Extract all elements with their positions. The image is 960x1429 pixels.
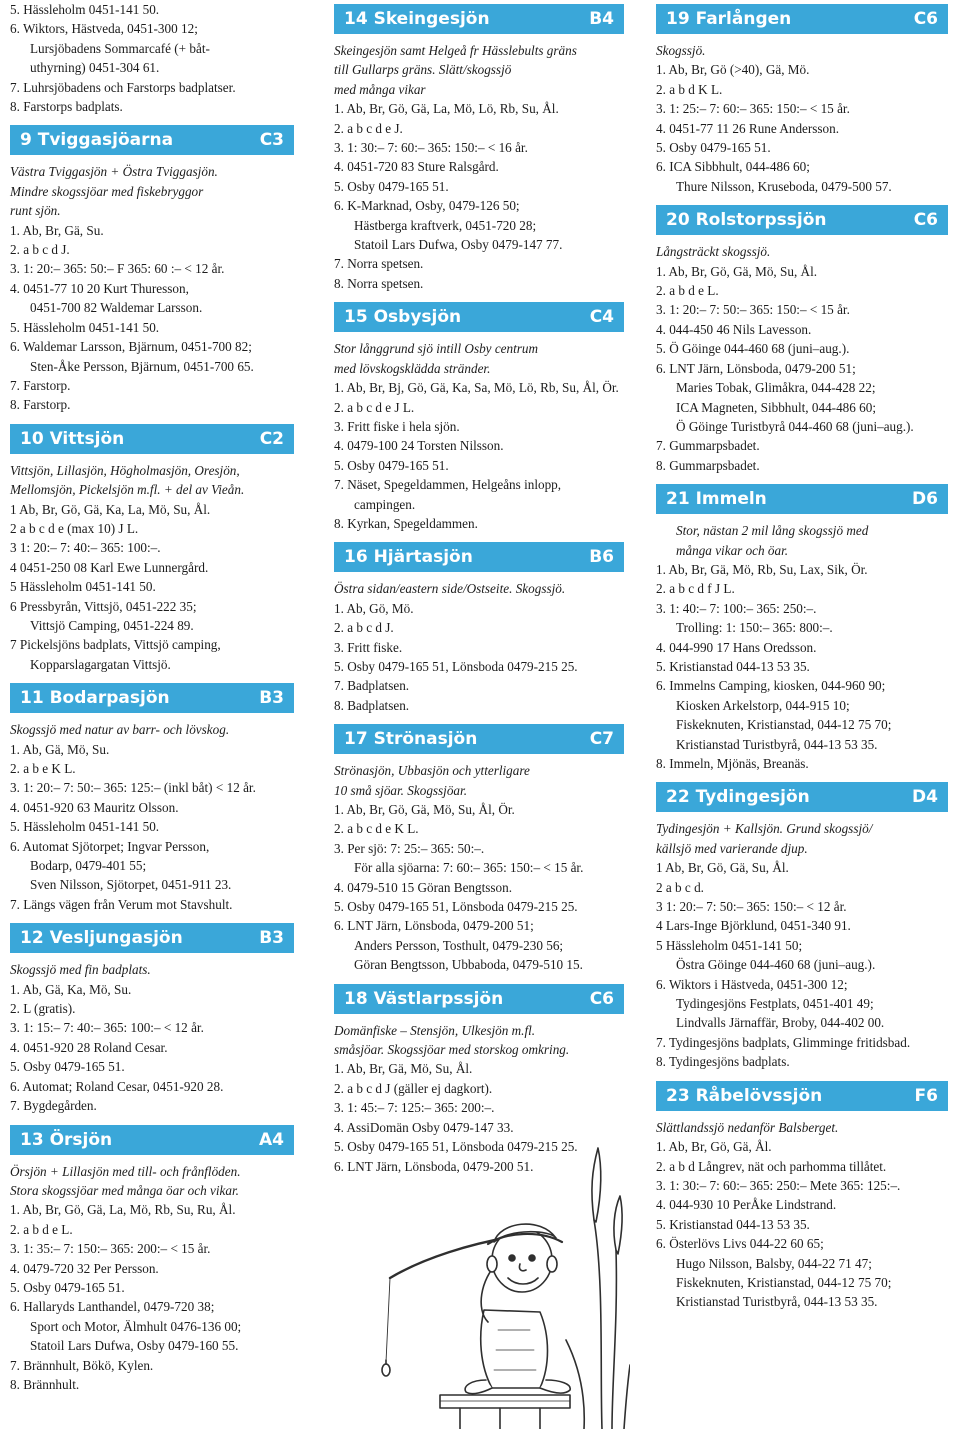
section-title: 22 Tydingesjön bbox=[666, 787, 810, 808]
info-line: Thure Nilsson, Kruseboda, 0479-500 57. bbox=[676, 178, 892, 194]
info-line: 2. a b d e L. bbox=[656, 283, 719, 299]
section-title: 21 Immeln bbox=[666, 489, 767, 510]
info-line: 2. a b c d J. bbox=[10, 242, 70, 258]
info-line: 4. 0451-920 28 Roland Cesar. bbox=[10, 1039, 168, 1055]
info-line: 7. Bygdegården. bbox=[10, 1098, 97, 1114]
lake-description: Skeingesjön samt Helgeå fr Hässlebults gräns bbox=[334, 43, 577, 58]
info-line: 2. L (gratis). bbox=[10, 1001, 76, 1017]
info-line: 5. Hässleholm 0451-141 50. bbox=[10, 319, 160, 335]
lake-description: Skogssjö med fin badplats. bbox=[10, 962, 151, 978]
section-title: 13 Örsjön bbox=[20, 1129, 113, 1150]
info-line: 5. Kristianstad 044-13 53 35. bbox=[656, 1216, 810, 1232]
info-line: 4. 044-450 46 Nils Lavesson. bbox=[656, 321, 812, 337]
section-header-13-orsjon bbox=[10, 1125, 294, 1155]
info-line: 6. ICA Sibbhult, 044-486 60; bbox=[656, 159, 810, 175]
map-grid-reference: C6 bbox=[913, 210, 938, 231]
info-line: 2. a b c d e K L. bbox=[334, 821, 419, 837]
info-line: Tydingesjöns Festplats, 0451-401 49; bbox=[676, 996, 874, 1012]
info-line: 1. Ab, Br, Gö, Gä, Ål. bbox=[656, 1139, 772, 1155]
info-line: 3. 1: 30:– 7: 60:– 365: 150:– < 16 år. bbox=[334, 140, 528, 156]
info-line: 5. Osby 0479-165 51. bbox=[656, 140, 771, 156]
info-line: 1. Ab, Br, Gä, Su. bbox=[10, 222, 104, 238]
section-title: 12 Vesljungasjön bbox=[20, 928, 183, 949]
info-line: 7. Badplatsen. bbox=[334, 678, 410, 694]
info-line: Statoil Lars Dufwa, Osby 0479-160 55. bbox=[30, 1338, 239, 1354]
info-line: 4 0451-250 08 Karl Ewe Lunnergård. bbox=[10, 559, 209, 575]
info-line: Fiskeknuten, Kristianstad, 044-12 75 70; bbox=[676, 717, 892, 733]
info-line: 4. 0451-920 63 Mauritz Olsson. bbox=[10, 799, 179, 815]
lake-description: småsjöar. Skogssjöar med storskog omkring. bbox=[334, 1042, 570, 1058]
info-line: 8. Kyrkan, Spegeldammen. bbox=[334, 515, 478, 531]
section-title: 18 Västlarpssjön bbox=[344, 988, 504, 1009]
map-grid-reference: A4 bbox=[259, 1129, 284, 1150]
info-line: 5. Osby 0479-165 51. bbox=[334, 457, 449, 473]
info-line: 3. 1: 25:– 7: 60:– 365: 150:– < 15 år. bbox=[656, 101, 850, 117]
column-3 bbox=[656, 0, 948, 1312]
map-grid-reference: C6 bbox=[913, 9, 938, 29]
map-grid-reference: B3 bbox=[259, 688, 284, 709]
info-line: Sven Nilsson, Sjötorpet, 0451-911 23. bbox=[30, 877, 232, 893]
column-1 bbox=[10, 0, 294, 1394]
info-line: 5. Osby 0479-165 51, Lönsboda 0479-215 25. bbox=[334, 899, 578, 915]
lake-description: Stor långgrund sjö intill Osby centrum bbox=[334, 341, 539, 357]
info-line: 3. 1: 40:– 7: 100:– 365: 250:–. bbox=[656, 600, 817, 616]
info-line: 4. 044-930 10 PerÅke Lindstrand. bbox=[656, 1197, 837, 1213]
info-line: 7. Brännhult, Bökö, Kylen. bbox=[10, 1357, 154, 1373]
section-header-18-vastlarpssjon bbox=[334, 984, 624, 1014]
info-line: 3 1: 20:– 7: 50:– 365: 150:– < 12 år. bbox=[656, 899, 847, 915]
info-line: 1. Ab, Br, Gö, Gä, La, Mö, Lö, Rb, Su, Ål. bbox=[334, 101, 559, 117]
info-line: 6. LNT Järn, Lönsboda, 0479-200 51. bbox=[334, 1158, 534, 1174]
info-line: 1 Ab, Br, Gö, Gä, Ka, La, Mö, Su, Ål. bbox=[10, 501, 211, 517]
info-line: 5. Osby 0479-165 51. bbox=[334, 178, 449, 194]
info-line: 5. Osby 0479-165 51. bbox=[10, 1279, 125, 1295]
lake-description: Slättlandssjö nedanför Balsberget. bbox=[656, 1119, 839, 1135]
lake-description: Örsjön + Lillasjön med till- och frånflöden. bbox=[10, 1163, 241, 1179]
info-line: 2. a b c d e J. bbox=[334, 120, 403, 136]
info-line: 2. a b c d J. bbox=[334, 620, 394, 636]
map-grid-reference: C2 bbox=[259, 428, 284, 449]
info-line: 6. Hallaryds Lanthandel, 0479-720 38; bbox=[10, 1299, 215, 1315]
info-line: 4. 0479-100 24 Torsten Nilsson. bbox=[334, 438, 504, 454]
info-line: 3. Fritt fiske i hela sjön. bbox=[334, 418, 460, 434]
info-line: 3. 1: 35:– 7: 150:– 365: 200:– < 15 år. bbox=[10, 1241, 211, 1257]
info-line: 7. Norra spetsen. bbox=[334, 256, 424, 272]
info-line: 8. Farstorps badplats. bbox=[10, 99, 123, 115]
info-line: 3. Per sjö: 7: 25:– 365: 50:–. bbox=[334, 840, 485, 856]
info-line: Bodarp, 0479-401 55; bbox=[30, 858, 147, 874]
info-line: 6. Automat; Roland Cesar, 0451-920 28. bbox=[10, 1078, 224, 1094]
section-header-10-vittsjon bbox=[10, 424, 294, 454]
lake-description: Skogssjö. bbox=[656, 43, 706, 58]
info-line: Maries Tobak, Glimåkra, 044-428 22; bbox=[676, 380, 876, 396]
info-line: 5 Hässleholm 0451-141 50; bbox=[656, 937, 803, 953]
info-line: 8. Badplatsen. bbox=[334, 697, 410, 713]
info-line: Göran Bengtsson, Ubbaboda, 0479-510 15. bbox=[354, 957, 583, 973]
info-line: Östra Göinge 044-460 68 (juni–aug.). bbox=[676, 957, 876, 973]
info-line: 4. 0451-720 83 Sture Ralsgård. bbox=[334, 159, 499, 175]
section-header-9-tviggasjoarna bbox=[10, 125, 294, 155]
lake-description: till Gullarps gräns. Slätt/skogssjö bbox=[334, 62, 512, 78]
section-title: 14 Skeingesjön bbox=[344, 9, 490, 29]
map-grid-reference: D4 bbox=[912, 787, 938, 808]
lake-description: Östra sidan/eastern side/Ostseite. Skogssjö. bbox=[334, 581, 566, 597]
section-header-22-tydingesjon bbox=[656, 782, 948, 812]
info-line: Ö Göinge Turistbyrå 044-460 68 (juni–aug.). bbox=[676, 418, 914, 434]
info-line: 3. 1: 30:– 7: 60:– 365: 250:– Mete 365: 125:–. bbox=[656, 1177, 901, 1193]
info-line: 6. K-Marknad, Osby, 0479-126 50; bbox=[334, 198, 520, 214]
info-line: 7 Pickelsjöns badplats, Vittsjö camping, bbox=[10, 637, 221, 653]
info-line: 8. Gummarpsbadet. bbox=[656, 457, 760, 473]
section-title: 10 Vittsjön bbox=[20, 428, 125, 449]
map-grid-reference: C6 bbox=[589, 988, 614, 1009]
info-line: 4. 0451-77 10 20 Kurt Thuresson, bbox=[10, 280, 189, 296]
info-line: 8. Tydingesjöns badplats. bbox=[656, 1054, 790, 1070]
info-line: 7. Farstorp. bbox=[10, 377, 71, 393]
info-line: Statoil Lars Dufwa, Osby 0479-147 77. bbox=[354, 237, 563, 253]
info-line: 7. Näset, Spegeldammen, Helgeåns inlopp, bbox=[334, 477, 562, 493]
info-line: 6 Pressbyrån, Vittsjö, 0451-222 35; bbox=[10, 598, 197, 614]
info-line: 1. Ab, Br, Gö, Gä, Mö, Su, Ål, Ör. bbox=[334, 802, 515, 817]
info-line: 3. 1: 20:– 365: 50:– F 365: 60 :– < 12 år. bbox=[10, 261, 225, 277]
lake-description: med lövskogsklädda stränder. bbox=[334, 360, 491, 376]
info-line: 1. Ab, Gä, Mö, Su. bbox=[10, 741, 110, 757]
lake-description: 10 små sjöar. Skogssjöar. bbox=[334, 782, 467, 798]
info-line: 2 a b c d e (max 10) J L. bbox=[10, 520, 139, 536]
map-grid-reference: D6 bbox=[912, 489, 938, 510]
info-line: 7. Gummarpsbadet. bbox=[656, 438, 760, 454]
lake-description: Domänfiske – Stensjön, Ulkesjön m.fl. bbox=[334, 1022, 536, 1038]
info-line: 6. Immelns Camping, kiosken, 044-960 90; bbox=[656, 678, 886, 694]
info-line: 7. Längs vägen från Verum mot Stavshult. bbox=[10, 896, 233, 912]
map-grid-reference: C7 bbox=[589, 729, 614, 750]
info-line: Fiskeknuten, Kristianstad, 044-12 75 70; bbox=[676, 1274, 892, 1290]
info-line: 1. Ab, Br, Gö, Gä, Mö, Su, Ål. bbox=[656, 263, 818, 279]
info-line: 6. Wiktors, Hästveda, 0451-300 12; bbox=[10, 21, 198, 37]
info-line: Hästberga kraftverk, 0451-720 28; bbox=[354, 217, 537, 233]
lake-description: Skogssjö med natur av barr- och lövskog. bbox=[10, 722, 230, 738]
info-line: 2. a b c d e J L. bbox=[334, 399, 415, 415]
info-line: 4 Lars-Inge Björklund, 0451-340 91. bbox=[656, 918, 851, 934]
section-title: 23 Råbelövssjön bbox=[666, 1085, 823, 1106]
column-2 bbox=[334, 0, 624, 1176]
info-line: 3. 1: 20:– 7: 50:– 365: 150:– < 15 år. bbox=[656, 302, 850, 318]
info-line: 5. Osby 0479-165 51. bbox=[10, 1059, 125, 1075]
lake-description: Mindre skogssjöar med fiskebryggor bbox=[10, 183, 204, 199]
info-line: 1. Ab, Gö, Mö. bbox=[334, 600, 414, 616]
info-line: uthyrning) 0451-304 61. bbox=[30, 60, 160, 76]
lake-description: Vittsjön, Lillasjön, Högholmasjön, Oresjön, bbox=[10, 462, 240, 478]
info-line: 2. a b d K L. bbox=[656, 81, 723, 97]
info-line: 6. Wiktors i Hästveda, 0451-300 12; bbox=[656, 976, 848, 992]
info-line: 5 Hässleholm 0451-141 50. bbox=[10, 579, 156, 595]
info-line: 7. Tydingesjöns badplats, Glimminge fritidsbad. bbox=[656, 1034, 911, 1050]
section-header-20-rolstorpssjon bbox=[656, 205, 948, 235]
lake-description: runt sjön. bbox=[10, 203, 61, 219]
info-line: 4. AssiDomän Osby 0479-147 33. bbox=[334, 1119, 514, 1135]
lake-description: Stora skogssjöar med många öar och vikar. bbox=[10, 1182, 239, 1198]
info-line: 8. Norra spetsen. bbox=[334, 275, 424, 291]
info-line: Kristianstad Turistbyrå, 044-13 53 35. bbox=[676, 1294, 878, 1310]
info-line: 3. 1: 15:– 7: 40:– 365: 100:– < 12 år. bbox=[10, 1020, 204, 1036]
info-line: Sport och Motor, Älmhult 0476-136 00; bbox=[30, 1318, 242, 1334]
info-line: 3 1: 20:– 7: 40:– 365: 100:–. bbox=[10, 540, 161, 556]
info-line: 6. LNT Järn, Lönsboda, 0479-200 51; bbox=[334, 918, 534, 934]
info-line: 1. Ab, Br, Bj, Gö, Gä, Ka, Sa, Mö, Lö, Rb, Su, Ål, Ör. bbox=[334, 380, 619, 396]
info-line: 3. 1: 20:– 7: 50:– 365: 125:– (inkl båt) < 12 år. bbox=[10, 780, 256, 796]
info-line: 3. 1: 45:– 7: 125:– 365: 200:–. bbox=[334, 1100, 495, 1116]
lake-description: Långsträckt skogssjö. bbox=[656, 244, 771, 260]
info-line: 4. 044-990 17 Hans Oredsson. bbox=[656, 639, 817, 655]
info-line: 5. Osby 0479-165 51, Lönsboda 0479-215 25. bbox=[334, 1139, 578, 1155]
info-line: Hugo Nilsson, Balsby, 044-22 71 47; bbox=[676, 1255, 872, 1271]
info-line: Trolling: 1: 150:– 365: 800:–. bbox=[676, 620, 833, 636]
lake-description: Mellomsjön, Pickelsjön m.fl. + del av Vieån. bbox=[10, 482, 245, 498]
lake-description: Strönasjön, Ubbasjön och ytterligare bbox=[334, 763, 530, 779]
section-header-23-rabelovssjon bbox=[656, 1081, 948, 1111]
info-line: Kopparslagargatan Vittsjö. bbox=[30, 656, 171, 672]
info-line: 2. a b d e L. bbox=[10, 1221, 73, 1237]
info-line: 7. Luhrsjöbadens och Farstorps badplatser. bbox=[10, 79, 236, 95]
map-grid-reference: B3 bbox=[259, 928, 284, 949]
info-line: Anders Persson, Tosthult, 0479-230 56; bbox=[354, 937, 564, 953]
info-line: 8. Farstorp. bbox=[10, 397, 71, 413]
info-line: 2. a b d Långrev, nät och parhomma tillåtet. bbox=[656, 1158, 887, 1174]
info-line: 0451-700 82 Waldemar Larsson. bbox=[30, 300, 203, 316]
info-line: Sten-Åke Persson, Bjärnum, 0451-700 65. bbox=[30, 358, 254, 374]
section-header-16-hjartasjon bbox=[334, 542, 624, 572]
info-line: 4. 0479-720 32 Per Persson. bbox=[10, 1260, 159, 1276]
info-line: 5. Kristianstad 044-13 53 35. bbox=[656, 658, 810, 674]
info-line: 1. Ab, Br, Gö, Gä, La, Mö, Rb, Su, Ru, Ål. bbox=[10, 1202, 236, 1218]
info-line: 1. Ab, Br, Gä, Mö, Rb, Su, Lax, Sik, Ör. bbox=[656, 561, 868, 577]
info-line: 2. a b c d f J L. bbox=[656, 581, 735, 597]
info-line: 5. Ö Göinge 044-460 68 (juni–aug.). bbox=[656, 341, 850, 357]
section-header-14-skeingesjon bbox=[334, 4, 624, 34]
lake-description: Stor, nästan 2 mil lång skogssjö med bbox=[676, 523, 869, 539]
info-line: 4. 0479-510 15 Göran Bengtsson. bbox=[334, 879, 513, 895]
info-line: 4. 0451-77 11 26 Rune Andersson. bbox=[656, 120, 840, 136]
map-grid-reference: B4 bbox=[589, 9, 614, 29]
info-line: 8. Immeln, Mjönäs, Breanäs. bbox=[656, 756, 809, 771]
section-title: 16 Hjärtasjön bbox=[344, 547, 473, 568]
lake-description: många vikar och öar. bbox=[676, 542, 789, 558]
map-grid-reference: F6 bbox=[914, 1085, 938, 1106]
section-header-11-bodarpasjon bbox=[10, 683, 294, 713]
map-grid-reference: C4 bbox=[589, 307, 614, 328]
info-line: campingen. bbox=[354, 496, 416, 512]
info-line: 5. Hässleholm 0451-141 50. bbox=[10, 2, 160, 17]
fishing-boy-illustration bbox=[380, 1130, 630, 1429]
info-line: Lindvalls Järnaffär, Broby, 044-402 00. bbox=[676, 1015, 885, 1031]
section-header-21-immeln bbox=[656, 484, 948, 514]
info-line: 1. Ab, Br, Gä, Mö, Su, Ål. bbox=[334, 1061, 473, 1077]
info-line: 1. Ab, Br, Gö (>40), Gä, Mö. bbox=[656, 62, 810, 78]
info-line: 6. Automat Sjötorpet; Ingvar Persson, bbox=[10, 838, 210, 854]
section-header-19-farlangen bbox=[656, 4, 948, 34]
section-header-12-vesljungasjon bbox=[10, 923, 294, 953]
info-line: För alla sjöarna: 7: 60:– 365: 150:– < 15 år. bbox=[354, 860, 584, 876]
info-line: 2. a b e K L. bbox=[10, 761, 76, 776]
info-line: 6. LNT Järn, Lönsboda, 0479-200 51; bbox=[656, 360, 856, 376]
map-grid-reference: B6 bbox=[589, 547, 614, 568]
section-title: 19 Farlången bbox=[666, 9, 792, 29]
info-line: 2 a b c d. bbox=[656, 879, 704, 895]
info-line: ICA Magneten, Sibbhult, 044-486 60; bbox=[676, 399, 877, 415]
section-title: 11 Bodarpasjön bbox=[20, 688, 170, 709]
info-line: 3. Fritt fiske. bbox=[334, 639, 403, 655]
section-header-17-stronasjon bbox=[334, 724, 624, 754]
section-title: 17 Strönasjön bbox=[344, 729, 478, 750]
info-line: 5. Hässleholm 0451-141 50. bbox=[10, 819, 160, 835]
info-line: Lursjöbadens Sommarcafé (+ båt- bbox=[30, 40, 210, 56]
section-title: 9 Tviggasjöarna bbox=[20, 130, 174, 151]
info-line: 6. Waldemar Larsson, Bjärnum, 0451-700 82; bbox=[10, 339, 252, 355]
section-title: 20 Rolstorpssjön bbox=[666, 210, 827, 231]
info-line: Kristianstad Turistbyrå, 044-13 53 35. bbox=[676, 736, 878, 752]
lake-description: Tydingesjön + Kallsjön. Grund skogssjö/ bbox=[656, 821, 873, 837]
lake-description: källsjö med varierande djup. bbox=[656, 840, 808, 856]
lake-description: med många vikar bbox=[334, 81, 426, 97]
info-line: 5. Osby 0479-165 51, Lönsboda 0479-215 25. bbox=[334, 658, 578, 674]
section-title: 15 Osbysjön bbox=[344, 307, 462, 328]
info-line: 2. a b c d J (gäller ej dagkort). bbox=[334, 1080, 493, 1096]
info-line: 8. Brännhult. bbox=[10, 1376, 80, 1392]
info-line: 1. Ab, Gä, Ka, Mö, Su. bbox=[10, 981, 132, 997]
section-header-15-osbysjon bbox=[334, 302, 624, 332]
info-line: Kiosken Arkelstorp, 044-915 10; bbox=[676, 697, 850, 713]
info-line: Vittsjö Camping, 0451-224 89. bbox=[30, 617, 194, 633]
info-line: 1 Ab, Br, Gö, Gä, Su, Ål. bbox=[656, 860, 789, 876]
info-line: 6. Österlövs Livs 044-22 60 65; bbox=[656, 1236, 824, 1252]
map-grid-reference: C3 bbox=[259, 130, 284, 151]
lake-description: Västra Tviggasjön + Östra Tviggasjön. bbox=[10, 164, 218, 180]
